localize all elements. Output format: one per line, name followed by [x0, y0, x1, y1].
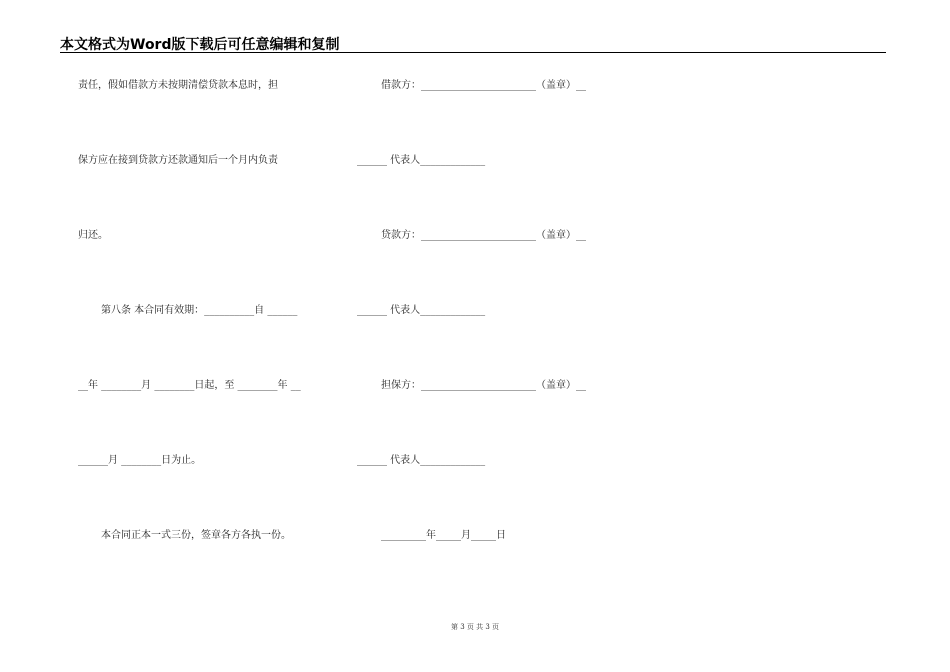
left-line-4: 第八条 本合同有效期：__________自 ______: [101, 305, 298, 316]
page-number-footer: 第 3 页 共 3 页: [450, 623, 500, 631]
borrower-representative-line: ______ 代表人_____________: [357, 155, 486, 166]
header-divider: [60, 52, 886, 53]
borrower-line: 借款方：_______________________（盖章）__: [381, 80, 586, 91]
lender-line: 贷款方：_______________________（盖章）__: [381, 230, 586, 241]
left-line-1: 责任，假如借款方未按期清偿贷款本息时，担: [78, 80, 278, 91]
guarantor-representative-line: ______ 代表人_____________: [357, 455, 486, 466]
left-line-2: 保方应在接到贷款方还款通知后一个月内负责: [78, 155, 278, 166]
signing-date-line: _________年_____月_____日: [381, 530, 506, 541]
lender-representative-line: ______ 代表人_____________: [357, 305, 486, 316]
left-line-7: 本合同正本一式三份，签章各方各执一份。: [101, 530, 291, 541]
left-line-3: 归还。: [78, 230, 108, 241]
left-line-5: __年 ________月 ________日起，至 ________年 __: [78, 380, 301, 391]
left-line-6: ______月 ________日为止。: [78, 455, 202, 466]
page-header-title: 本文格式为Word版下载后可任意编辑和复制: [60, 37, 340, 53]
guarantor-line: 担保方：_______________________（盖章）__: [381, 380, 586, 391]
